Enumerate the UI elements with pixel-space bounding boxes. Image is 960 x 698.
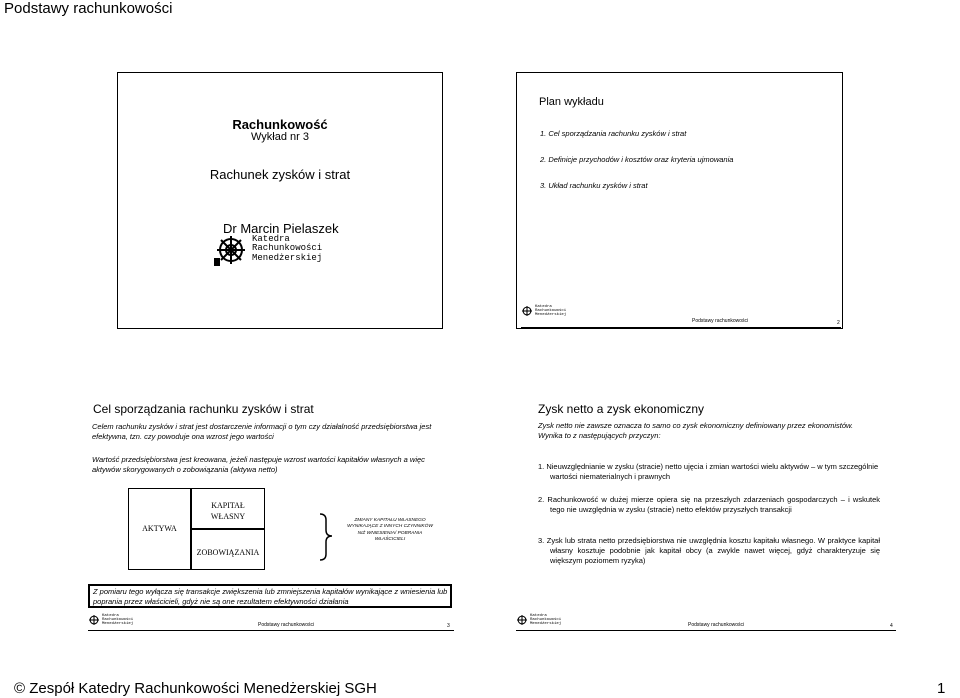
slide-3-footer-rule: [88, 630, 454, 631]
slide-4-footer-label: Podstawy rachunkowości: [688, 622, 745, 628]
logo-line-1: Katedra: [535, 305, 552, 309]
agenda-item-1: 1. Cel sporządzania rachunku zysków i strat: [540, 129, 687, 138]
slide-4-footer-rule: [516, 630, 896, 631]
diagram-note: ZMIANY KAPITAŁU WŁASNEGO WYNIKAJĄCE Z INNYCH CZYNNIKÓW NIŻ WNIESIENIA/ POBRANIA WŁAŚCICIELI: [347, 518, 433, 542]
slide-4-intro: Zysk netto nie zawsze oznacza to samo co zysk ekonomiczny definiowany przez ekonomistów. Wynika to z następujących przyczyn:: [538, 421, 854, 440]
diagram-aktywa-label: AKTYWA: [142, 524, 177, 533]
logo-line-1: Katedra: [102, 614, 119, 618]
slide-4-item-3: 3. Zysk lub strata netto przedsiębiorstwa nie uwzględnia kosztu kapitału własnego. W praktyce kapitał własny kosztuje podobnie jak kapitał obcy (a zwykle nawet więcej, gdyż charakteryzuje się większym poziomem ryzyka): [538, 536, 880, 565]
diagram-kapital-label: KAPITAŁ WŁASNY: [210, 501, 246, 521]
slide-3-title: Cel sporządzania rachunku zysków i strat: [93, 402, 314, 416]
slide-1-topic: Rachunek zysków i strat: [209, 167, 351, 182]
diagram-kapital-box: [191, 488, 265, 529]
slide-3-footer-label: Podstawy rachunkowości: [258, 622, 315, 628]
slide-3-para-1: Celem rachunku zysków i strat jest dostarczenie informacji o tym czy działalność przedsiębiorstwa jest efektywna, tzn. czy powoduje ona wzrost jego wartości: [92, 422, 432, 441]
slide-3-callout-box: [88, 584, 452, 608]
slide-2: [516, 72, 843, 329]
slide-4-page-number: 4: [890, 623, 893, 629]
slide-4-item-2: 2. Rachunkowość w dużej mierze opiera się na przeszłych zdarzeniach gospodarczych – i wskutek tego nie uwzględnia w zysku (stracie) netto efektów przyszłych transakcji: [538, 495, 880, 514]
logo-line-2: Rachunkowości: [252, 243, 323, 254]
wheel-logo-icon: [88, 614, 100, 626]
slide-1-subtitle: Wykład nr 3: [251, 131, 309, 143]
logo-line-2: Rachunkowości: [102, 618, 134, 623]
slide-3-callout-text: Z pomiaru tego wyłącza się transakcje zwiększenia lub zmniejszenia kapitałów wynikające z wniesienia lub poprania przez właścicieli, gdyż nie są one rezultatem efektywności działania: [93, 587, 448, 606]
logo-line-1: Katedra: [252, 234, 290, 244]
agenda-item-3: 3. Układ rachunku zysków i strat: [540, 181, 648, 190]
logo-line-3: Menedżerskiej: [102, 622, 134, 627]
slide-4-item-1: 1. Nieuwzględnianie w zysku (stracie) netto ujęcia i zmian wartości wielu aktywów – w tym szczególnie wartości niematerialnych i prawnych: [538, 462, 879, 481]
logo-line-2: Rachunkowości: [535, 309, 567, 314]
logo-line-3: Menedżerskiej: [530, 622, 562, 627]
slide-2-title: Plan wykładu: [539, 96, 604, 108]
wheel-logo-icon: [214, 234, 248, 266]
slide-3-logo: [88, 614, 133, 627]
wheel-logo-icon: [516, 614, 528, 626]
diagram-zobowiazania-label: ZOBOWIĄZANIA: [196, 548, 260, 557]
document-page-number: 1: [937, 680, 946, 697]
slide-2-footer-label: Podstawy rachunkowości: [692, 318, 749, 324]
slide-2-agenda: [540, 129, 733, 190]
slide-3-page-number: 3: [447, 623, 450, 629]
slide-2-page-number: 2: [837, 320, 840, 326]
slide-1-logo: [214, 234, 322, 266]
diagram-zobowiazania-box: [191, 529, 265, 570]
slide-1-author: Dr Marcin Pielaszek: [223, 221, 339, 236]
logo-line-3: Menedżerskiej: [535, 313, 567, 318]
logo-line-1: Katedra: [530, 614, 547, 618]
logo-line-3: Menedżerskiej: [252, 252, 323, 263]
wheel-logo-icon: [521, 305, 533, 317]
document-copyright: © Zespół Katedry Rachunkowości Menedżerskiej SGH: [14, 680, 377, 697]
slide-4-title: Zysk netto a zysk ekonomiczny: [538, 402, 705, 416]
slide-3-para-2: Wartość przedsiębiorstwa jest kreowana, jeżeli następuje wzrost wartości kapitałów własnych a więc aktywów skorygowanych o zobowiązania (aktywa netto): [92, 455, 425, 474]
document-title: Podstawy rachunkowości: [4, 0, 173, 17]
slide-2-footer-rule: [521, 327, 841, 328]
diagram-aktywa-box: [128, 488, 191, 570]
slide-4-logo: [516, 614, 561, 627]
slide-1: [117, 72, 443, 329]
slide-1-title: Rachunkowość: [232, 117, 328, 132]
diagram-brace-icon: [318, 512, 334, 562]
agenda-item-2: 2. Definicje przychodów i kosztów oraz kryteria ujmowania: [540, 155, 734, 164]
logo-line-2: Rachunkowości: [530, 618, 562, 623]
slide-2-logo: [521, 305, 566, 318]
